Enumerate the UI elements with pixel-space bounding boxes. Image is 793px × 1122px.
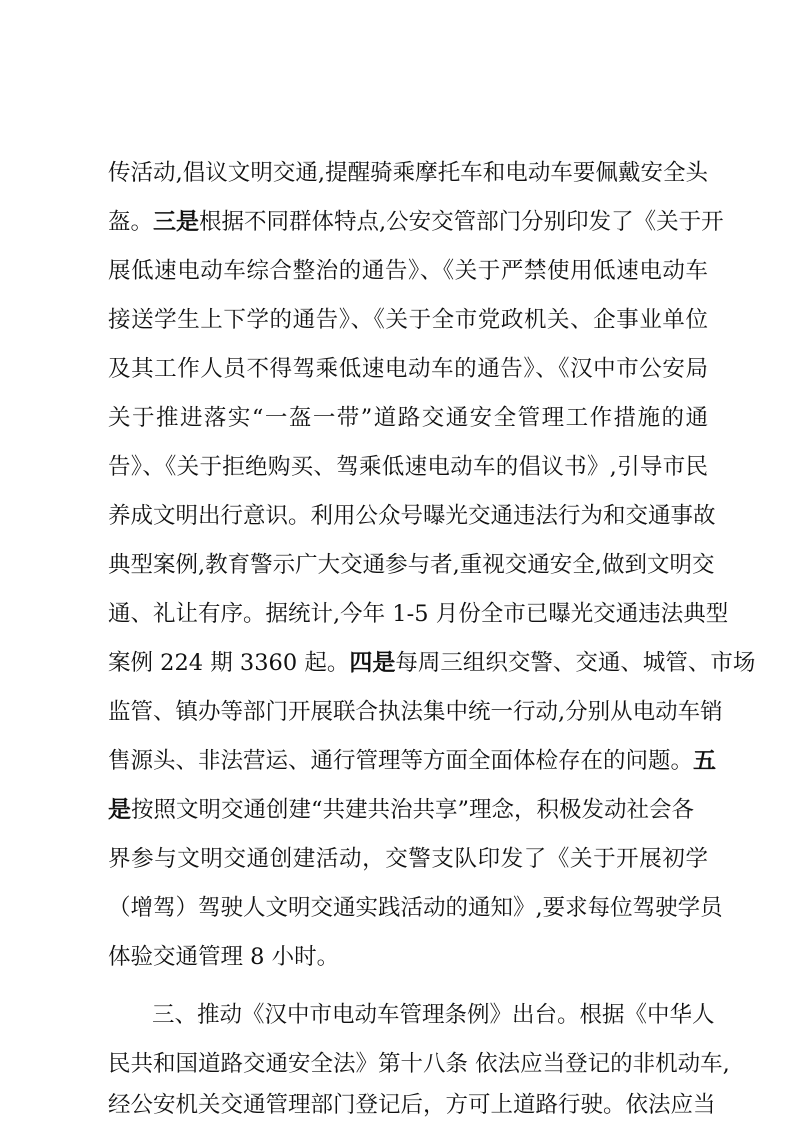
- paragraph-line-11: [108, 646, 756, 680]
- section-heading-text: 三、推动《汉中市电动车管理条例》出台。根据《中华人: [152, 1002, 715, 1028]
- line-text: 告》、《关于拒绝购买、驾乘低速电动车的倡议书》,引导市民: [108, 454, 708, 480]
- line-text: 展低速电动车综合整治的通告》、《关于严禁使用低速电动车: [108, 258, 708, 284]
- bold-lead-shi: 是: [108, 797, 131, 823]
- bold-lead-wu: 五: [693, 748, 717, 774]
- paragraph-line-19: [108, 1088, 716, 1122]
- line-text: 传活动,倡议文明交通,提醒骑乘摩托车和电动车要佩戴安全头: [108, 160, 708, 186]
- paragraph-line-17: [108, 940, 708, 974]
- paragraph-line-18: [108, 1047, 730, 1081]
- line-text: 接送学生上下学的通告》、《关于全市党政机关、企事业单位: [108, 307, 708, 333]
- line-text: 每周三组织交警、交通、城管、市场: [395, 650, 756, 676]
- line-text: 案例 224 期 3360 起。: [108, 650, 350, 676]
- line-text: 民共和国道路交通安全法》第十八条 依法应当登记的非机动车,: [108, 1051, 730, 1077]
- bold-lead-san-shi: 三是: [153, 209, 200, 235]
- paragraph-line-4: [108, 303, 708, 337]
- line-text: 典型案例,教育警示广大交通参与者,重视交通安全,做到文明交: [108, 552, 715, 578]
- paragraph-line-7: [108, 450, 708, 484]
- line-text: 售源头、非法营运、通行管理等方面全面体检存在的问题。: [108, 748, 694, 774]
- line-text: 按照文明交通创建“共建共治共享”理念，积极发动社会各: [131, 797, 695, 823]
- line-text: （增驾）驾驶人文明交通实践活动的通知》,要求每位驾驶学员: [108, 895, 723, 921]
- paragraph-line-2: [108, 205, 724, 239]
- line-text: 监管、镇办等部门开展联合执法集中统一行动,分别从电动车销: [108, 699, 723, 725]
- line-text: 体验交通管理 8 小时。: [108, 944, 340, 970]
- line-text: 关于推进落实“一盔一带”道路交通安全管理工作措施的通: [108, 405, 708, 431]
- line-text: 界参与文明交通创建活动，交警支队印发了《关于开展初学: [108, 846, 708, 872]
- paragraph-line-12: [108, 695, 723, 729]
- section-heading-line: [152, 998, 715, 1032]
- paragraph-line-1: [108, 156, 708, 190]
- paragraph-line-6: [108, 401, 708, 435]
- line-text: 通、礼让有序。据统计,今年 1-5 月份全市已曝光交通违法典型: [108, 601, 729, 627]
- paragraph-line-15: [108, 842, 708, 876]
- paragraph-line-14: [108, 793, 708, 827]
- paragraph-line-3: [108, 254, 708, 288]
- paragraph-line-8: [108, 499, 716, 533]
- line-text: 盔。: [108, 209, 154, 235]
- paragraph-line-5: [108, 352, 708, 386]
- line-text: 及其工作人员不得驾乘低速电动车的通告》、《汉中市公安局: [108, 356, 708, 382]
- paragraph-line-9: [108, 548, 715, 582]
- paragraph-line-16: [108, 891, 723, 925]
- bold-lead-si-shi: 四是: [349, 650, 396, 676]
- line-text: 经公安机关交通管理部门登记后，方可上道路行驶。依法应当: [108, 1092, 716, 1118]
- line-text: 根据不同群体特点,公安交管部门分别印发了《关于开: [199, 209, 724, 235]
- paragraph-line-13: [108, 744, 717, 778]
- line-text: 养成文明出行意识。利用公众号曝光交通违法行为和交通事故: [108, 503, 716, 529]
- paragraph-line-10: [108, 597, 729, 631]
